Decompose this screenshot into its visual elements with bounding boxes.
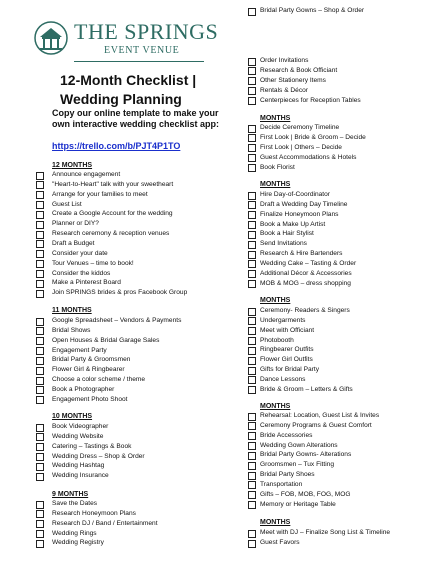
checkbox[interactable] [248,164,256,172]
checkbox[interactable] [248,317,256,325]
checkbox[interactable] [36,510,44,518]
checkbox[interactable] [36,377,44,385]
checkbox[interactable] [36,520,44,528]
checkbox[interactable] [248,87,256,95]
checklist-item-label: Dance Lessons [260,375,306,383]
checklist-item-label: Order Invitations [260,57,309,64]
section-heading: MONTHS [260,115,291,122]
checkbox[interactable] [248,422,256,430]
checklist-item-label: Finalize Honeymoon Plans [260,210,339,218]
checkbox[interactable] [248,241,256,249]
checkbox[interactable] [36,327,44,335]
checkbox[interactable] [36,473,44,481]
checkbox[interactable] [248,154,256,162]
checklist-item-label: Bride & Groom – Letters & Gifts [260,385,353,393]
checklist-item-label: Hire Day-of-Coordinator [260,191,330,198]
checklist-item-label: Flower Girl & Ringbearer [52,366,125,374]
checkbox[interactable] [36,280,44,288]
checklist-item-label: Research Honeymoon Plans [52,509,136,517]
checklist-item-label: Bridal Party & Groomsmen [52,356,131,364]
checkbox[interactable] [36,231,44,239]
checklist-item-label: Save the Dates [52,500,98,507]
checklist-item-label: Undergarments [260,316,306,324]
checklist-item-label: Ringbearer Outfits [260,346,314,354]
checkbox[interactable] [248,77,256,85]
checklist-item-label: MOB & MOG – dress shopping [260,279,351,287]
checklist-item-label: Tour Venues – time to book! [52,259,134,267]
checkbox[interactable] [248,540,256,548]
checkbox[interactable] [36,211,44,219]
checkbox[interactable] [248,337,256,345]
checkbox[interactable] [248,260,256,268]
checklist-item-label: Book a Hair Stylist [260,230,314,238]
springs-logo [34,17,219,65]
checkbox[interactable] [36,357,44,365]
checkbox[interactable] [36,270,44,278]
section-heading: MONTHS [260,181,291,188]
checklist-item-label: Gifts – FOB, MOB, FOG, MOG [260,490,351,498]
checklist-item-label: "Heart-to-Heart" talk with your sweetheart [52,180,174,188]
checkbox[interactable] [248,386,256,394]
checkbox[interactable] [36,463,44,471]
checklist-item-label: Research & Hire Bartenders [260,250,343,258]
checkbox[interactable] [248,192,256,200]
checklist-item-label: Guest Accommodations & Hotels [260,153,357,161]
checkbox[interactable] [248,530,256,538]
checklist-item-label: Wedding Website [52,432,104,440]
checkbox[interactable] [36,290,44,298]
section-heading: MONTHS [260,297,291,304]
checkbox[interactable] [248,347,256,355]
checklist-item-label: Engagement Photo Shoot [52,395,128,403]
checklist-item-label: Open Houses & Bridal Garage Sales [52,336,160,344]
checklist-item-label: Bridal Party Gowns- Alterations [260,451,352,459]
checkbox[interactable] [248,144,256,152]
checkbox[interactable] [36,240,44,248]
checklist-item-label: Research DJ / Band / Entertainment [52,519,158,527]
checkbox[interactable] [36,453,44,461]
checklist-item-label: Consider your date [52,249,108,257]
checkbox[interactable] [248,376,256,384]
checkbox[interactable] [36,443,44,451]
checklist-item-label: Engagement Party [52,346,107,354]
checklist-item-label: Additional Décor & Accessories [260,269,352,277]
template-instructions: Copy our online template to make your own interactive wedding checklist app: [52,108,220,129]
checkbox[interactable] [36,501,44,509]
checkbox[interactable] [248,491,256,499]
checkbox[interactable] [36,201,44,209]
checklist-item-label: Flower Girl Outfits [260,356,313,364]
checkbox[interactable] [248,452,256,460]
checklist-item-label: Groomsmen – Tux Fitting [260,461,335,469]
checklist-item-label: Catering – Tastings & Book [52,442,132,450]
checklist-item-label: Bride Accessories [260,431,313,439]
checklist-item-label: Photobooth [260,336,294,344]
page-title: 12-Month Checklist | Wedding Planning [60,72,197,107]
checkbox[interactable] [248,501,256,509]
checkbox[interactable] [36,221,44,229]
checkbox[interactable] [248,472,256,480]
checkbox[interactable] [248,125,256,133]
checkbox[interactable] [248,308,256,316]
checkbox[interactable] [248,251,256,259]
checkbox[interactable] [248,221,256,229]
checklist-item-label: Gifts for Bridal Party [260,366,319,374]
checkbox[interactable] [36,347,44,355]
checkbox[interactable] [248,97,256,105]
checklist-item-label: Other Stationery Items [260,76,326,84]
checklist-item-label: Google Spreadsheet – Vendors & Payments [52,317,182,324]
checkbox[interactable] [248,413,256,421]
gazebo-icon [34,21,68,55]
checkbox[interactable] [248,211,256,219]
checkbox[interactable] [248,58,256,66]
checklist-item-label: Book a Photographer [52,385,115,393]
checkbox[interactable] [248,442,256,450]
checkbox[interactable] [36,260,44,268]
checklist-item-label: Join SPRINGS brides & pros Facebook Group [52,289,188,297]
checklist-item-label: Book Videographer [52,423,109,430]
checklist-item-label: Decide Ceremony Timeline [260,124,340,131]
section-heading: 9 MONTHS [52,491,89,498]
checkbox[interactable] [248,134,256,142]
checkbox[interactable] [248,201,256,209]
checklist-item-label: Rentals & Décor [260,86,309,94]
checklist-item-label: Centerpieces for Reception Tables [260,96,361,104]
checkbox[interactable] [36,250,44,258]
section-heading: 10 MONTHS [52,413,93,420]
checkbox[interactable] [248,357,256,365]
checklist-item-label: Bridal Party Shoes [260,471,315,479]
checklist-item-label: Announce engagement [52,171,121,178]
checkbox[interactable] [248,280,256,288]
trello-link[interactable]: https://trello.com/b/PJT4P1TO [52,141,181,151]
checkbox[interactable] [248,67,256,75]
checklist-item-label: First Look | Bride & Groom – Decide [260,133,366,141]
checkbox[interactable] [248,327,256,335]
section-heading: MONTHS [260,403,291,410]
checklist-item-label: Research ceremony & reception venues [52,230,170,238]
checklist-item-label: Meet with DJ – Finalize Song List & Timeline [260,529,391,536]
checklist-item-label: Wedding Insurance [52,472,109,480]
checkbox[interactable] [36,172,44,180]
checklist-item-label: Bridal Shows [52,326,91,334]
logo-subtitle: EVENT VENUE [104,45,180,56]
checklist-item-label: Book Florist [260,163,295,171]
checklist-item-label: Create a Google Account for the wedding [52,210,173,218]
checklist-item-label: Rehearsal: Location, Guest List & Invites [260,412,380,419]
checklist-item-label: Memory or Heritage Table [260,500,336,508]
checkbox[interactable] [36,540,44,548]
checklist-item-label: Choose a color scheme / theme [52,376,146,384]
checklist-item-label: Make a Pinterest Board [52,279,121,287]
checklist-item-label: Research & Book Officiant [260,66,338,74]
checklist-item-label: Send Invitations [260,240,307,248]
checklist-item-label: First Look | Others – Decide [260,143,342,151]
checkbox[interactable] [36,433,44,441]
checklist-item-label: Draft a Budget [52,239,95,247]
section-heading: MONTHS [260,519,291,526]
checklist-item-label: Guest Favors [260,539,300,546]
checklist-item-label: Wedding Hashtag [52,462,105,470]
checkbox[interactable] [36,367,44,375]
checklist-item-label: Wedding Cake – Tasting & Order [260,259,357,267]
checklist-item-label: Meet with Officiant [260,326,315,334]
checkbox[interactable] [36,318,44,326]
checkbox[interactable] [36,181,44,189]
section-heading: 12 MONTHS [52,162,93,169]
checkbox[interactable] [248,432,256,440]
checkbox[interactable] [248,481,256,489]
checklist-item-label: Transportation [260,480,303,488]
checkbox[interactable] [248,231,256,239]
checkbox[interactable] [36,386,44,394]
section-heading: 11 MONTHS [52,307,92,314]
checkbox[interactable] [248,8,256,16]
checkbox[interactable] [36,424,44,432]
checklist-item-label: Bridal Party Gowns – Shop & Order [260,7,365,14]
logo-name: THE SPRINGS [74,19,219,44]
checklist-item-label: Book a Make Up Artist [260,220,326,228]
checkbox[interactable] [248,270,256,278]
checkbox[interactable] [248,367,256,375]
checklist-item-label: Wedding Dress – Shop & Order [52,452,145,460]
checklist-item-label: Wedding Gown Alterations [260,441,338,449]
checkbox[interactable] [36,337,44,345]
checkbox[interactable] [248,462,256,470]
checkbox[interactable] [36,396,44,404]
checklist-item-label: Wedding Rings [52,529,97,537]
logo-divider [74,61,204,62]
checklist-item-label: Arrange for your families to meet [52,190,148,198]
checklist-item-label: Ceremony Programs & Guest Comfort [260,421,372,429]
checklist-item-label: Wedding Registry [52,539,104,547]
checklist-item-label: Guest List [52,200,82,208]
checkbox[interactable] [36,191,44,199]
checklist-item-label: Draft a Wedding Day Timeline [260,200,348,208]
checklist-item-label: Planner or DIY? [52,220,99,228]
checkbox[interactable] [36,530,44,538]
checklist-item-label: Consider the kiddos [52,269,111,277]
checklist-item-label: Ceremony- Readers & Singers [260,307,350,314]
